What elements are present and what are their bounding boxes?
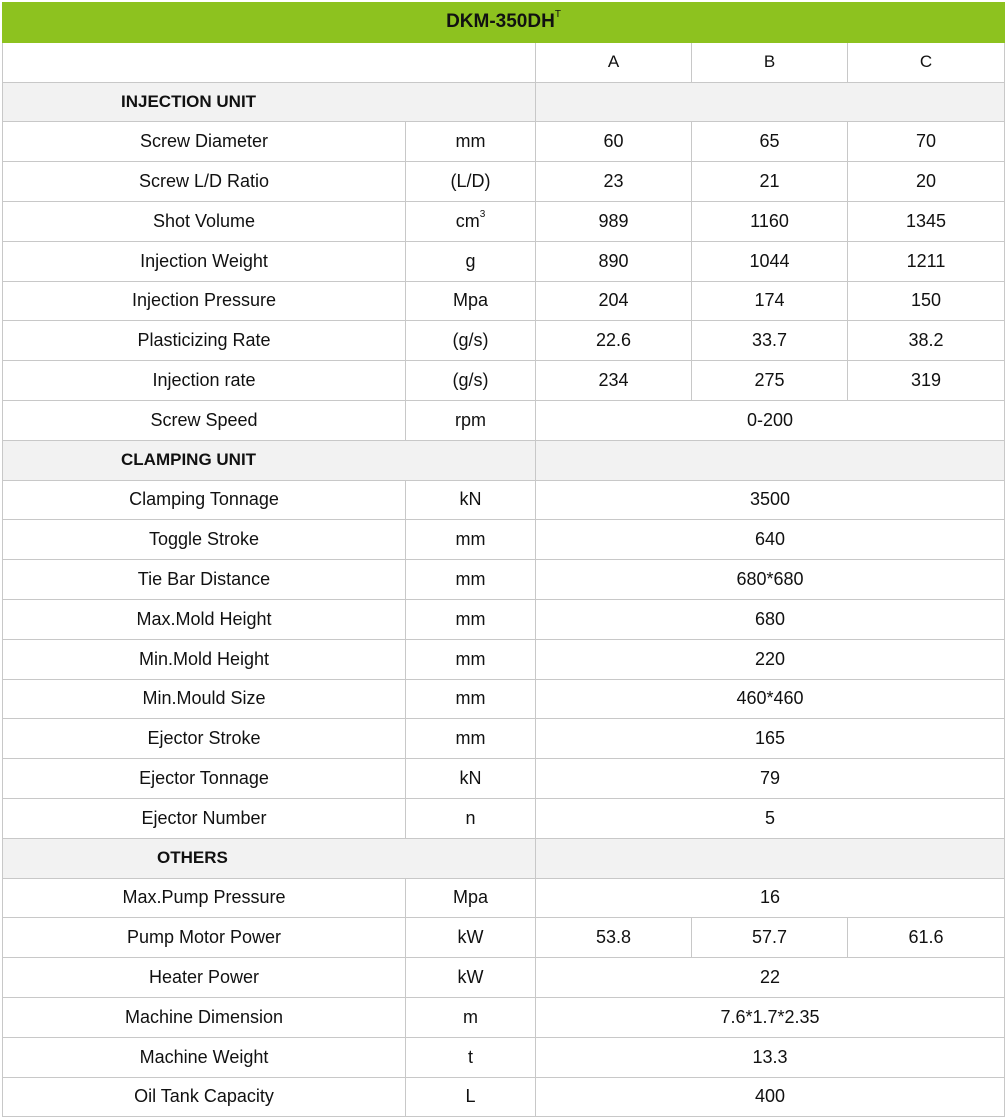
table-row — [3, 878, 1005, 918]
title-row — [3, 3, 1005, 43]
table-row — [3, 759, 1005, 799]
param-label: Oil Tank Capacity — [3, 1077, 406, 1117]
param-unit — [406, 321, 536, 361]
param-label: Max.Mold Height — [3, 599, 406, 639]
value-cell-c: 150 — [848, 281, 1005, 321]
param-label: Max.Pump Pressure — [3, 878, 406, 918]
table-title — [3, 3, 1005, 43]
param-unit — [406, 241, 536, 281]
param-unit — [406, 719, 536, 759]
section-title: OTHERS — [3, 838, 536, 878]
spec-table — [2, 2, 1005, 1117]
param-unit — [406, 679, 536, 719]
table-row — [3, 997, 1005, 1037]
value-cell-c: 38.2 — [848, 321, 1005, 361]
value-cell-b: 57.7 — [692, 918, 848, 958]
unit-text: mm — [455, 648, 486, 669]
unit-text: mm — [455, 529, 486, 550]
param-unit — [406, 361, 536, 401]
param-label: Plasticizing Rate — [3, 321, 406, 361]
param-unit — [406, 400, 536, 440]
value-cell-merged: 16 — [536, 878, 1005, 918]
value-cell-b: 21 — [692, 162, 848, 202]
value-cell-a: 989 — [536, 201, 692, 241]
param-label: Pump Motor Power — [3, 918, 406, 958]
param-unit — [406, 997, 536, 1037]
value-cell-a: 53.8 — [536, 918, 692, 958]
param-label: Machine Dimension — [3, 997, 406, 1037]
column-header-c: C — [848, 42, 1005, 82]
unit-text: mm — [455, 728, 486, 749]
param-label: Ejector Tonnage — [3, 759, 406, 799]
unit-text: t — [467, 1046, 473, 1067]
value-cell-merged: 460*460 — [536, 679, 1005, 719]
table-row — [3, 400, 1005, 440]
param-unit — [406, 918, 536, 958]
param-label: Injection rate — [3, 361, 406, 401]
model-superscript: T — [554, 9, 561, 21]
unit-text: Mpa — [452, 887, 488, 908]
value-cell-c: 1211 — [848, 241, 1005, 281]
value-cell-merged: 640 — [536, 520, 1005, 560]
unit-text: kW — [457, 927, 484, 948]
param-unit — [406, 480, 536, 520]
param-unit — [406, 122, 536, 162]
unit-text: (L/D) — [450, 171, 491, 192]
param-label: Heater Power — [3, 958, 406, 998]
table-row — [3, 520, 1005, 560]
param-label: Screw Diameter — [3, 122, 406, 162]
value-cell-merged: 79 — [536, 759, 1005, 799]
section-title: INJECTION UNIT — [3, 82, 536, 122]
table-row — [3, 162, 1005, 202]
table-row — [3, 361, 1005, 401]
column-header-blank — [3, 42, 536, 82]
unit-text: mm — [455, 688, 486, 709]
unit-text: n — [465, 807, 476, 828]
param-label: Screw Speed — [3, 400, 406, 440]
param-unit — [406, 639, 536, 679]
section-row-injection-unit — [3, 82, 1005, 122]
table-row — [3, 122, 1005, 162]
param-label: Machine Weight — [3, 1037, 406, 1077]
param-unit — [406, 759, 536, 799]
table-row — [3, 241, 1005, 281]
param-unit — [406, 201, 536, 241]
param-unit — [406, 520, 536, 560]
column-header-a: A — [536, 42, 692, 82]
section-filler — [536, 440, 1005, 480]
param-label: Min.Mold Height — [3, 639, 406, 679]
unit-text: (g/s) — [452, 330, 489, 351]
value-cell-b: 275 — [692, 361, 848, 401]
value-cell-b: 65 — [692, 122, 848, 162]
table-row — [3, 1077, 1005, 1117]
value-cell-b: 33.7 — [692, 321, 848, 361]
unit-superscript: 3 — [479, 208, 486, 220]
unit-text: Mpa — [452, 290, 488, 311]
table-row — [3, 599, 1005, 639]
param-unit — [406, 1077, 536, 1117]
table-row — [3, 321, 1005, 361]
value-cell-c: 61.6 — [848, 918, 1005, 958]
table-row — [3, 679, 1005, 719]
table-row — [3, 719, 1005, 759]
value-cell-merged: 165 — [536, 719, 1005, 759]
param-label: Screw L/D Ratio — [3, 162, 406, 202]
param-label: Shot Volume — [3, 201, 406, 241]
value-cell-merged: 400 — [536, 1077, 1005, 1117]
value-cell-a: 23 — [536, 162, 692, 202]
param-unit — [406, 162, 536, 202]
section-row-clamping-unit — [3, 440, 1005, 480]
value-cell-a: 60 — [536, 122, 692, 162]
param-label: Ejector Stroke — [3, 719, 406, 759]
unit-text: (g/s) — [452, 370, 489, 391]
param-unit — [406, 1037, 536, 1077]
unit-text: m — [463, 1006, 478, 1027]
param-unit — [406, 281, 536, 321]
table-row — [3, 639, 1005, 679]
param-unit — [406, 878, 536, 918]
param-label: Ejector Number — [3, 798, 406, 838]
value-cell-a: 204 — [536, 281, 692, 321]
value-cell-merged: 680 — [536, 599, 1005, 639]
unit-text: rpm — [455, 409, 486, 430]
table-row — [3, 201, 1005, 241]
param-label: Injection Pressure — [3, 281, 406, 321]
value-cell-b: 1160 — [692, 201, 848, 241]
unit-text: kN — [459, 768, 482, 789]
section-title: CLAMPING UNIT — [3, 440, 536, 480]
value-cell-merged: 7.6*1.7*2.35 — [536, 997, 1005, 1037]
param-label: Toggle Stroke — [3, 520, 406, 560]
value-cell-a: 890 — [536, 241, 692, 281]
section-filler — [536, 82, 1005, 122]
value-cell-merged: 13.3 — [536, 1037, 1005, 1077]
column-header-row — [3, 42, 1005, 82]
param-label: Injection Weight — [3, 241, 406, 281]
value-cell-c: 1345 — [848, 201, 1005, 241]
param-unit — [406, 798, 536, 838]
value-cell-c: 319 — [848, 361, 1005, 401]
table-row — [3, 798, 1005, 838]
table-row — [3, 1037, 1005, 1077]
unit-text: cm — [455, 210, 480, 231]
unit-text: mm — [455, 131, 486, 152]
param-unit — [406, 560, 536, 600]
section-filler — [536, 838, 1005, 878]
value-cell-b: 1044 — [692, 241, 848, 281]
unit-text: kN — [459, 489, 482, 510]
unit-text: kW — [457, 967, 484, 988]
unit-text: g — [465, 250, 476, 271]
param-unit — [406, 599, 536, 639]
table-row — [3, 958, 1005, 998]
param-label: Min.Mould Size — [3, 679, 406, 719]
param-label: Clamping Tonnage — [3, 480, 406, 520]
unit-text: mm — [455, 608, 486, 629]
value-cell-c: 20 — [848, 162, 1005, 202]
unit-text: mm — [455, 569, 486, 590]
table-row — [3, 480, 1005, 520]
table-row — [3, 281, 1005, 321]
value-cell-merged: 680*680 — [536, 560, 1005, 600]
value-cell-a: 22.6 — [536, 321, 692, 361]
value-cell-a: 234 — [536, 361, 692, 401]
value-cell-merged: 3500 — [536, 480, 1005, 520]
value-cell-c: 70 — [848, 122, 1005, 162]
section-row-others — [3, 838, 1005, 878]
table-row — [3, 918, 1005, 958]
value-cell-merged: 220 — [536, 639, 1005, 679]
spec-table-body — [3, 3, 1005, 1117]
value-cell-merged: 22 — [536, 958, 1005, 998]
table-row — [3, 560, 1005, 600]
value-cell-b: 174 — [692, 281, 848, 321]
column-header-b: B — [692, 42, 848, 82]
param-label: Tie Bar Distance — [3, 560, 406, 600]
value-cell-merged: 0-200 — [536, 400, 1005, 440]
unit-text: L — [465, 1086, 476, 1107]
model-name: DKM-350DH — [446, 11, 555, 33]
value-cell-merged: 5 — [536, 798, 1005, 838]
param-unit — [406, 958, 536, 998]
